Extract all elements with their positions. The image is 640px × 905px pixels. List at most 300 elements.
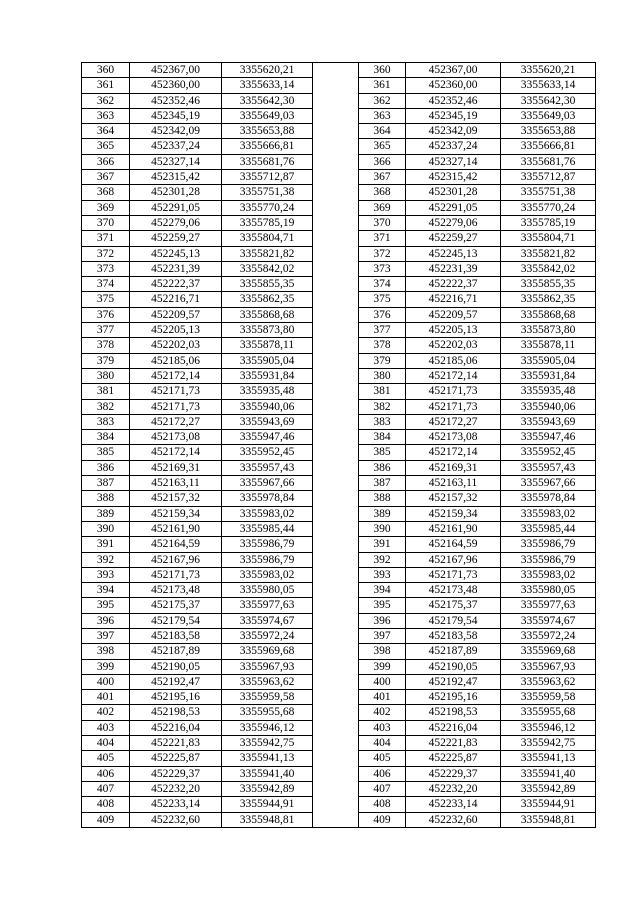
table-row — [82, 246, 596, 261]
column-gap — [313, 521, 359, 536]
left-y-coordinate: 3355941,13 — [222, 751, 313, 766]
right-point-number: 362 — [359, 93, 406, 108]
right-x-coordinate: 452352,46 — [406, 93, 501, 108]
right-x-coordinate: 452173,08 — [406, 430, 501, 445]
right-x-coordinate: 452202,03 — [406, 338, 501, 353]
table-row — [82, 537, 596, 552]
left-y-coordinate: 3355940,06 — [222, 399, 313, 414]
left-x-coordinate: 452233,14 — [130, 797, 222, 812]
left-point-number: 367 — [82, 170, 130, 185]
right-x-coordinate: 452169,31 — [406, 460, 501, 475]
right-y-coordinate: 3355942,89 — [501, 781, 596, 796]
left-point-number: 368 — [82, 185, 130, 200]
left-point-number: 385 — [82, 445, 130, 460]
table-row — [82, 277, 596, 292]
right-point-number: 401 — [359, 690, 406, 705]
left-point-number: 366 — [82, 154, 130, 169]
right-point-number: 364 — [359, 124, 406, 139]
column-gap — [313, 506, 359, 521]
column-gap — [313, 491, 359, 506]
right-point-number: 390 — [359, 521, 406, 536]
left-point-number: 381 — [82, 384, 130, 399]
left-x-coordinate: 452279,06 — [130, 215, 222, 230]
left-point-number: 373 — [82, 261, 130, 276]
left-point-number: 370 — [82, 215, 130, 230]
right-point-number: 365 — [359, 139, 406, 154]
left-x-coordinate: 452337,24 — [130, 139, 222, 154]
left-y-coordinate: 3355804,71 — [222, 231, 313, 246]
right-point-number: 361 — [359, 78, 406, 93]
right-x-coordinate: 452171,73 — [406, 399, 501, 414]
right-point-number: 407 — [359, 781, 406, 796]
column-gap — [313, 751, 359, 766]
column-gap — [313, 644, 359, 659]
table-row — [82, 63, 596, 78]
table-row — [82, 613, 596, 628]
left-point-number: 361 — [82, 78, 130, 93]
right-y-coordinate: 3355842,02 — [501, 261, 596, 276]
column-gap — [313, 200, 359, 215]
column-gap — [313, 659, 359, 674]
table-row — [82, 781, 596, 796]
table-row — [82, 200, 596, 215]
left-x-coordinate: 452195,16 — [130, 690, 222, 705]
column-gap — [313, 537, 359, 552]
left-x-coordinate: 452229,37 — [130, 766, 222, 781]
left-y-coordinate: 3355969,68 — [222, 644, 313, 659]
right-point-number: 403 — [359, 720, 406, 735]
table-row — [82, 751, 596, 766]
right-point-number: 402 — [359, 705, 406, 720]
column-gap — [313, 598, 359, 613]
right-y-coordinate: 3355642,30 — [501, 93, 596, 108]
left-y-coordinate: 3355842,02 — [222, 261, 313, 276]
left-y-coordinate: 3355959,58 — [222, 690, 313, 705]
right-point-number: 380 — [359, 368, 406, 383]
left-point-number: 362 — [82, 93, 130, 108]
right-y-coordinate: 3355948,81 — [501, 812, 596, 827]
table-row — [82, 215, 596, 230]
left-x-coordinate: 452232,60 — [130, 812, 222, 827]
right-y-coordinate: 3355942,75 — [501, 736, 596, 751]
column-gap — [313, 476, 359, 491]
left-y-coordinate: 3355943,69 — [222, 414, 313, 429]
right-y-coordinate: 3355821,82 — [501, 246, 596, 261]
column-gap — [313, 567, 359, 582]
right-point-number: 387 — [359, 476, 406, 491]
left-point-number: 389 — [82, 506, 130, 521]
right-point-number: 379 — [359, 353, 406, 368]
right-point-number: 399 — [359, 659, 406, 674]
table-row — [82, 368, 596, 383]
left-x-coordinate: 452172,14 — [130, 368, 222, 383]
left-point-number: 383 — [82, 414, 130, 429]
right-y-coordinate: 3355935,48 — [501, 384, 596, 399]
column-gap — [313, 261, 359, 276]
left-x-coordinate: 452161,90 — [130, 521, 222, 536]
right-point-number: 400 — [359, 674, 406, 689]
left-y-coordinate: 3355751,38 — [222, 185, 313, 200]
left-point-number: 360 — [82, 63, 130, 78]
left-x-coordinate: 452163,11 — [130, 476, 222, 491]
left-y-coordinate: 3355653,88 — [222, 124, 313, 139]
left-x-coordinate: 452360,00 — [130, 78, 222, 93]
right-y-coordinate: 3355969,68 — [501, 644, 596, 659]
column-gap — [313, 170, 359, 185]
right-y-coordinate: 3355712,87 — [501, 170, 596, 185]
left-y-coordinate: 3355986,79 — [222, 537, 313, 552]
right-y-coordinate: 3355986,79 — [501, 552, 596, 567]
right-x-coordinate: 452216,04 — [406, 720, 501, 735]
right-y-coordinate: 3355878,11 — [501, 338, 596, 353]
right-point-number: 409 — [359, 812, 406, 827]
left-point-number: 378 — [82, 338, 130, 353]
table-row — [82, 384, 596, 399]
left-point-number: 379 — [82, 353, 130, 368]
right-point-number: 375 — [359, 292, 406, 307]
column-gap — [313, 277, 359, 292]
right-point-number: 388 — [359, 491, 406, 506]
right-y-coordinate: 3355983,02 — [501, 567, 596, 582]
left-y-coordinate: 3355946,12 — [222, 720, 313, 735]
left-x-coordinate: 452345,19 — [130, 108, 222, 123]
right-point-number: 405 — [359, 751, 406, 766]
right-point-number: 389 — [359, 506, 406, 521]
table-row — [82, 261, 596, 276]
right-y-coordinate: 3355804,71 — [501, 231, 596, 246]
table-row — [82, 812, 596, 827]
left-y-coordinate: 3355947,46 — [222, 430, 313, 445]
right-y-coordinate: 3355943,69 — [501, 414, 596, 429]
right-x-coordinate: 452172,14 — [406, 445, 501, 460]
right-y-coordinate: 3355751,38 — [501, 185, 596, 200]
left-x-coordinate: 452171,73 — [130, 399, 222, 414]
left-point-number: 397 — [82, 628, 130, 643]
table-row — [82, 491, 596, 506]
column-gap — [313, 215, 359, 230]
right-y-coordinate: 3355957,43 — [501, 460, 596, 475]
left-point-number: 382 — [82, 399, 130, 414]
right-point-number: 398 — [359, 644, 406, 659]
right-x-coordinate: 452221,83 — [406, 736, 501, 751]
left-y-coordinate: 3355957,43 — [222, 460, 313, 475]
left-point-number: 374 — [82, 277, 130, 292]
column-gap — [313, 781, 359, 796]
left-x-coordinate: 452352,46 — [130, 93, 222, 108]
right-x-coordinate: 452185,06 — [406, 353, 501, 368]
column-gap — [313, 812, 359, 827]
left-y-coordinate: 3355855,35 — [222, 277, 313, 292]
left-x-coordinate: 452232,20 — [130, 781, 222, 796]
column-gap — [313, 185, 359, 200]
column-gap — [313, 583, 359, 598]
left-x-coordinate: 452231,39 — [130, 261, 222, 276]
right-x-coordinate: 452167,96 — [406, 552, 501, 567]
right-x-coordinate: 452172,27 — [406, 414, 501, 429]
left-x-coordinate: 452167,96 — [130, 552, 222, 567]
left-y-coordinate: 3355983,02 — [222, 567, 313, 582]
table-row — [82, 323, 596, 338]
right-x-coordinate: 452161,90 — [406, 521, 501, 536]
column-gap — [313, 384, 359, 399]
left-x-coordinate: 452190,05 — [130, 659, 222, 674]
table-row — [82, 674, 596, 689]
left-x-coordinate: 452221,83 — [130, 736, 222, 751]
table-row — [82, 139, 596, 154]
right-x-coordinate: 452187,89 — [406, 644, 501, 659]
left-x-coordinate: 452327,14 — [130, 154, 222, 169]
right-point-number: 386 — [359, 460, 406, 475]
table-row — [82, 307, 596, 322]
right-point-number: 371 — [359, 231, 406, 246]
column-gap — [313, 628, 359, 643]
right-y-coordinate: 3355963,62 — [501, 674, 596, 689]
left-y-coordinate: 3355649,03 — [222, 108, 313, 123]
right-point-number: 397 — [359, 628, 406, 643]
right-y-coordinate: 3355944,91 — [501, 797, 596, 812]
table-row — [82, 659, 596, 674]
table-row — [82, 521, 596, 536]
right-y-coordinate: 3355967,66 — [501, 476, 596, 491]
table-row — [82, 430, 596, 445]
column-gap — [313, 797, 359, 812]
right-point-number: 374 — [359, 277, 406, 292]
table-row — [82, 231, 596, 246]
right-y-coordinate: 3355955,68 — [501, 705, 596, 720]
left-y-coordinate: 3355963,62 — [222, 674, 313, 689]
left-y-coordinate: 3355633,14 — [222, 78, 313, 93]
right-point-number: 392 — [359, 552, 406, 567]
column-gap — [313, 338, 359, 353]
left-x-coordinate: 452169,31 — [130, 460, 222, 475]
left-point-number: 365 — [82, 139, 130, 154]
table-row — [82, 598, 596, 613]
left-y-coordinate: 3355977,63 — [222, 598, 313, 613]
left-point-number: 405 — [82, 751, 130, 766]
right-x-coordinate: 452367,00 — [406, 63, 501, 78]
right-x-coordinate: 452259,27 — [406, 231, 501, 246]
right-point-number: 404 — [359, 736, 406, 751]
table-row — [82, 414, 596, 429]
right-x-coordinate: 452327,14 — [406, 154, 501, 169]
left-y-coordinate: 3355931,84 — [222, 368, 313, 383]
left-y-coordinate: 3355980,05 — [222, 583, 313, 598]
right-y-coordinate: 3355862,35 — [501, 292, 596, 307]
right-point-number: 395 — [359, 598, 406, 613]
right-point-number: 391 — [359, 537, 406, 552]
left-x-coordinate: 452164,59 — [130, 537, 222, 552]
left-point-number: 394 — [82, 583, 130, 598]
table-row — [82, 78, 596, 93]
right-y-coordinate: 3355941,13 — [501, 751, 596, 766]
left-y-coordinate: 3355978,84 — [222, 491, 313, 506]
left-x-coordinate: 452183,58 — [130, 628, 222, 643]
left-point-number: 403 — [82, 720, 130, 735]
left-x-coordinate: 452157,32 — [130, 491, 222, 506]
left-y-coordinate: 3355974,67 — [222, 613, 313, 628]
right-y-coordinate: 3355977,63 — [501, 598, 596, 613]
table-row — [82, 797, 596, 812]
right-x-coordinate: 452195,16 — [406, 690, 501, 705]
left-x-coordinate: 452202,03 — [130, 338, 222, 353]
left-point-number: 372 — [82, 246, 130, 261]
table-row — [82, 552, 596, 567]
right-y-coordinate: 3355855,35 — [501, 277, 596, 292]
right-point-number: 370 — [359, 215, 406, 230]
column-gap — [313, 399, 359, 414]
left-x-coordinate: 452175,37 — [130, 598, 222, 613]
right-x-coordinate: 452232,20 — [406, 781, 501, 796]
left-y-coordinate: 3355821,82 — [222, 246, 313, 261]
column-gap — [313, 736, 359, 751]
left-y-coordinate: 3355862,35 — [222, 292, 313, 307]
left-y-coordinate: 3355983,02 — [222, 506, 313, 521]
left-point-number: 375 — [82, 292, 130, 307]
right-x-coordinate: 452205,13 — [406, 323, 501, 338]
left-point-number: 390 — [82, 521, 130, 536]
right-y-coordinate: 3355868,68 — [501, 307, 596, 322]
left-x-coordinate: 452185,06 — [130, 353, 222, 368]
right-x-coordinate: 452291,05 — [406, 200, 501, 215]
left-point-number: 392 — [82, 552, 130, 567]
left-y-coordinate: 3355785,19 — [222, 215, 313, 230]
left-y-coordinate: 3355972,24 — [222, 628, 313, 643]
right-y-coordinate: 3355770,24 — [501, 200, 596, 215]
right-x-coordinate: 452175,37 — [406, 598, 501, 613]
table-row — [82, 292, 596, 307]
table-row — [82, 460, 596, 475]
table-row — [82, 628, 596, 643]
column-gap — [313, 353, 359, 368]
right-x-coordinate: 452225,87 — [406, 751, 501, 766]
left-x-coordinate: 452222,37 — [130, 277, 222, 292]
left-point-number: 393 — [82, 567, 130, 582]
right-point-number: 369 — [359, 200, 406, 215]
column-gap — [313, 246, 359, 261]
right-y-coordinate: 3355986,79 — [501, 537, 596, 552]
left-point-number: 386 — [82, 460, 130, 475]
left-x-coordinate: 452216,04 — [130, 720, 222, 735]
left-y-coordinate: 3355878,11 — [222, 338, 313, 353]
right-y-coordinate: 3355931,84 — [501, 368, 596, 383]
right-point-number: 406 — [359, 766, 406, 781]
column-gap — [313, 231, 359, 246]
column-gap — [313, 766, 359, 781]
left-point-number: 400 — [82, 674, 130, 689]
right-point-number: 360 — [359, 63, 406, 78]
left-point-number: 395 — [82, 598, 130, 613]
left-point-number: 406 — [82, 766, 130, 781]
right-x-coordinate: 452360,00 — [406, 78, 501, 93]
column-gap — [313, 720, 359, 735]
right-y-coordinate: 3355940,06 — [501, 399, 596, 414]
left-y-coordinate: 3355873,80 — [222, 323, 313, 338]
left-y-coordinate: 3355905,04 — [222, 353, 313, 368]
left-y-coordinate: 3355944,91 — [222, 797, 313, 812]
right-y-coordinate: 3355620,21 — [501, 63, 596, 78]
right-point-number: 385 — [359, 445, 406, 460]
right-y-coordinate: 3355941,40 — [501, 766, 596, 781]
left-y-coordinate: 3355952,45 — [222, 445, 313, 460]
table-row — [82, 690, 596, 705]
column-gap — [313, 552, 359, 567]
right-y-coordinate: 3355974,67 — [501, 613, 596, 628]
table-row — [82, 445, 596, 460]
left-x-coordinate: 452259,27 — [130, 231, 222, 246]
left-y-coordinate: 3355868,68 — [222, 307, 313, 322]
right-x-coordinate: 452345,19 — [406, 108, 501, 123]
left-x-coordinate: 452291,05 — [130, 200, 222, 215]
left-y-coordinate: 3355712,87 — [222, 170, 313, 185]
right-y-coordinate: 3355785,19 — [501, 215, 596, 230]
left-x-coordinate: 452172,27 — [130, 414, 222, 429]
left-x-coordinate: 452171,73 — [130, 384, 222, 399]
left-x-coordinate: 452342,09 — [130, 124, 222, 139]
right-x-coordinate: 452342,09 — [406, 124, 501, 139]
left-x-coordinate: 452192,47 — [130, 674, 222, 689]
table-row — [82, 154, 596, 169]
right-x-coordinate: 452164,59 — [406, 537, 501, 552]
column-gap — [313, 63, 359, 78]
left-x-coordinate: 452187,89 — [130, 644, 222, 659]
table-row — [82, 108, 596, 123]
column-gap — [313, 674, 359, 689]
right-y-coordinate: 3355905,04 — [501, 353, 596, 368]
left-y-coordinate: 3355666,81 — [222, 139, 313, 154]
left-point-number: 363 — [82, 108, 130, 123]
right-x-coordinate: 452229,37 — [406, 766, 501, 781]
right-point-number: 393 — [359, 567, 406, 582]
right-x-coordinate: 452179,54 — [406, 613, 501, 628]
table-row — [82, 720, 596, 735]
right-x-coordinate: 452159,34 — [406, 506, 501, 521]
left-y-coordinate: 3355942,89 — [222, 781, 313, 796]
right-x-coordinate: 452190,05 — [406, 659, 501, 674]
coordinates-table — [81, 62, 596, 828]
right-y-coordinate: 3355873,80 — [501, 323, 596, 338]
table-row — [82, 170, 596, 185]
right-x-coordinate: 452198,53 — [406, 705, 501, 720]
column-gap — [313, 430, 359, 445]
table-row — [82, 506, 596, 521]
left-point-number: 384 — [82, 430, 130, 445]
left-point-number: 399 — [82, 659, 130, 674]
left-y-coordinate: 3355948,81 — [222, 812, 313, 827]
table-row — [82, 567, 596, 582]
table-row — [82, 93, 596, 108]
left-point-number: 391 — [82, 537, 130, 552]
column-gap — [313, 292, 359, 307]
left-x-coordinate: 452245,13 — [130, 246, 222, 261]
right-y-coordinate: 3355985,44 — [501, 521, 596, 536]
right-point-number: 378 — [359, 338, 406, 353]
left-y-coordinate: 3355681,76 — [222, 154, 313, 169]
right-x-coordinate: 452231,39 — [406, 261, 501, 276]
left-y-coordinate: 3355941,40 — [222, 766, 313, 781]
right-x-coordinate: 452163,11 — [406, 476, 501, 491]
right-point-number: 408 — [359, 797, 406, 812]
left-point-number: 369 — [82, 200, 130, 215]
right-x-coordinate: 452245,13 — [406, 246, 501, 261]
left-x-coordinate: 452159,34 — [130, 506, 222, 521]
right-y-coordinate: 3355946,12 — [501, 720, 596, 735]
left-x-coordinate: 452367,00 — [130, 63, 222, 78]
right-point-number: 394 — [359, 583, 406, 598]
left-point-number: 404 — [82, 736, 130, 751]
right-y-coordinate: 3355978,84 — [501, 491, 596, 506]
left-x-coordinate: 452209,57 — [130, 307, 222, 322]
column-gap — [313, 108, 359, 123]
